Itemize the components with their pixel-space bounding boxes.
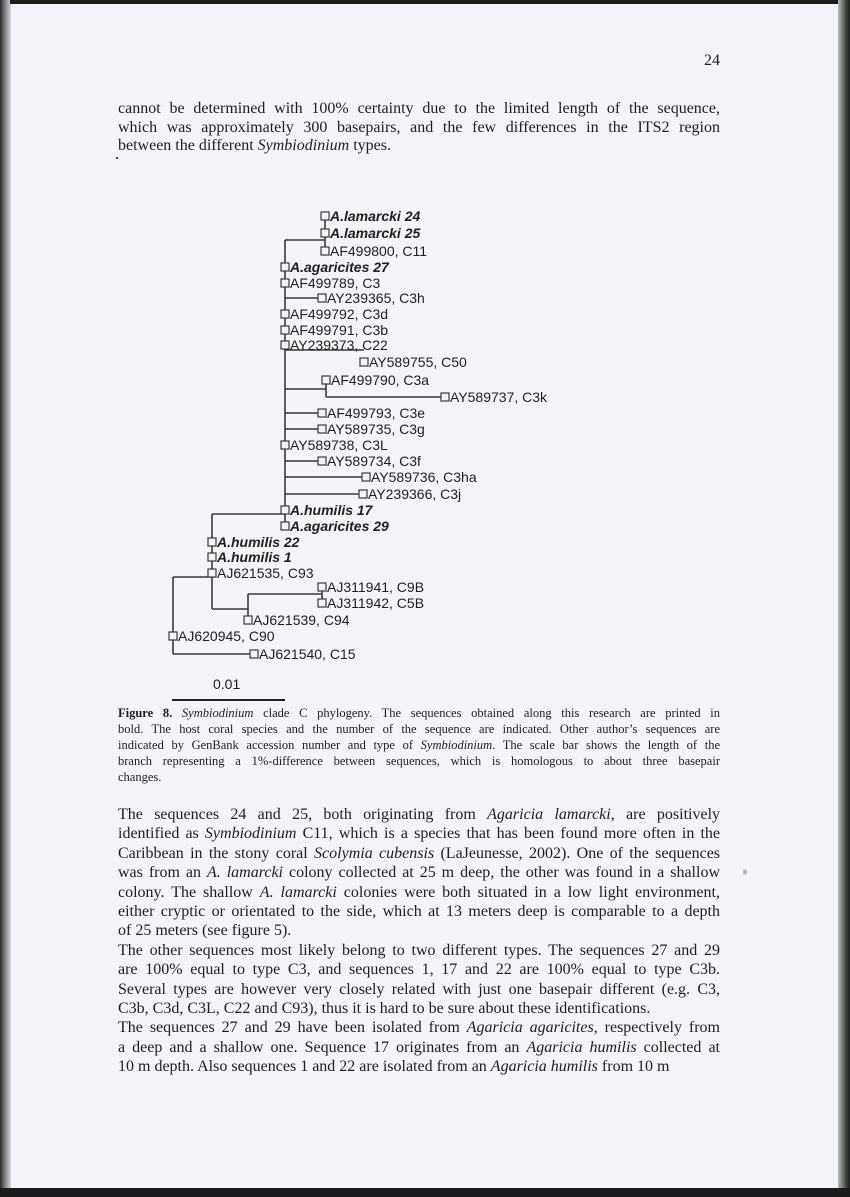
tree-leaf-label: A.humilis 17 <box>290 502 373 518</box>
tree-leaf-label: A.agaricites 27 <box>290 259 389 275</box>
node-box-icon <box>318 599 326 607</box>
node-box-icon <box>281 310 289 318</box>
body-line: either cryptic or orientated to the side, which at 13 meters deep is comparable to a depth <box>118 903 720 921</box>
node-box-icon <box>281 341 289 349</box>
scale-bar <box>172 699 285 701</box>
node-box-icon <box>281 522 289 530</box>
tree-leaf-label: AY589736, C3ha <box>371 469 477 485</box>
tree-leaf-label: AY589737, C3k <box>450 389 548 405</box>
node-box-icon <box>208 553 216 561</box>
node-box-icon <box>362 473 370 481</box>
tree-leaf <box>362 469 477 485</box>
node-box-icon <box>321 229 329 237</box>
body-line: The sequences 24 and 25, both originating from Agaricia lamarcki, are positively <box>118 806 721 823</box>
tree-leaf-label: AY589735, C3g <box>327 421 425 437</box>
node-box-icon <box>281 263 289 271</box>
node-box-icon <box>318 409 326 417</box>
page-smudge <box>742 868 748 876</box>
tree-leaf <box>321 208 420 224</box>
tree-leaf <box>441 389 548 405</box>
node-box-icon <box>250 650 258 658</box>
tree-leaf-label: AF499789, C3 <box>290 275 381 291</box>
tree-leaf-label: AY239365, C3h <box>327 290 425 306</box>
body-line: colony. The shallow A. lamarcki colonies were both situated in a low light environment, <box>118 883 720 901</box>
body-line: Caribbean in the stony coral Scolymia cubensis (LaJeunesse, 2002). One of the sequences <box>118 844 721 862</box>
intro-line: cannot be determined with 100% certainty due to the limited length of the sequence, <box>118 100 720 117</box>
tree-leaf-label: AJ311941, C9B <box>327 579 425 595</box>
node-box-icon <box>318 457 326 465</box>
caption-line: bold. The host coral species and the number of the sequence are indicated. Other author’s sequences are <box>118 722 720 736</box>
tree-leaf <box>322 372 429 388</box>
tree-leaf <box>281 337 388 353</box>
tree-leaf-label: A.humilis 22 <box>217 534 300 550</box>
tree-leaf <box>318 579 424 595</box>
body-line: 10 m depth. Also sequences 1 and 22 are isolated from an Agaricia humilis from 10 m <box>118 1058 670 1076</box>
intro-line: which was approximately 300 basepairs, and the few differences in the ITS2 region <box>118 118 720 136</box>
body-line: Several types are however very closely related with just one basepair different (e.g. C3, <box>118 980 720 998</box>
tree-leaf-label: AY239366, C3j <box>368 486 462 502</box>
tree-leaf <box>281 437 388 453</box>
caption-line: Figure 8. Symbiodinium clade C phylogeny. The sequences obtained along this research are printed in <box>118 706 721 720</box>
tree-leaf-label: AF499793, C3e <box>327 405 426 421</box>
tree-leaf <box>208 565 314 581</box>
tree-leaf-label: AJ621539, C94 <box>253 612 350 628</box>
tree-leaf <box>321 243 427 259</box>
tree-leaf <box>208 549 292 565</box>
node-box-icon <box>244 616 252 624</box>
tree-leaf <box>281 275 380 291</box>
body-line: of 25 meters (see figure 5). <box>118 922 292 940</box>
body-paragraph <box>118 805 720 1077</box>
node-box-icon <box>208 538 216 546</box>
tree-leaf-label: A.lamarcki 24 <box>330 208 421 224</box>
tree-leaf <box>360 354 467 370</box>
body-line: was from an A. lamarcki colony collected at 25 m deep, the other was found in a shallow <box>118 864 720 882</box>
tree-leaf <box>281 518 389 534</box>
tree-leaf-label: A.agaricites 29 <box>290 518 389 534</box>
tree-leaf <box>281 322 388 338</box>
tree-leaf <box>169 628 275 644</box>
node-box-icon <box>281 326 289 334</box>
node-box-icon <box>321 212 329 220</box>
node-box-icon <box>318 583 326 591</box>
body-line: The other sequences most likely belong to two different types. The sequences 27 and 29 <box>118 941 720 959</box>
body-line: C3b, C3d, C3L, C22 and C93), thus it is hard to be sure about these identifications. <box>118 1000 651 1018</box>
node-box-icon <box>441 393 449 401</box>
body-line: a deep and a shallow one. Sequence 17 originates from an Agaricia humilis collected at <box>118 1038 721 1056</box>
node-box-icon <box>281 506 289 514</box>
tree-leaf <box>318 290 425 306</box>
node-box-icon <box>281 279 289 287</box>
tree-leaf-label: AF499790, C3a <box>331 372 430 388</box>
tree-leaf <box>318 595 424 611</box>
node-box-icon <box>322 376 330 384</box>
caption-line: changes. <box>118 770 162 784</box>
node-box-icon <box>281 441 289 449</box>
tree-leaf <box>318 421 425 437</box>
tree-leaf <box>244 612 350 628</box>
tree-leaf <box>321 225 420 241</box>
node-box-icon <box>359 490 367 498</box>
node-box-icon <box>169 632 177 640</box>
tree-leaf-label: AY239373, C22 <box>290 337 388 353</box>
node-box-icon <box>318 294 326 302</box>
tree-leaf <box>281 502 374 518</box>
tree-leaf-label: AY589755, C50 <box>369 354 467 370</box>
page-number: 24 <box>704 52 720 69</box>
node-box-icon <box>360 358 368 366</box>
tree-leaf-label: AF499800, C11 <box>330 243 428 259</box>
tree-leaf-label: A.lamarcki 25 <box>330 225 421 241</box>
tree-leaf-label: AY589734, C3f <box>327 453 421 469</box>
tree-leaf-label: AJ620945, C90 <box>178 628 275 644</box>
tree-leaf <box>281 306 388 322</box>
body-line: identified as Symbiodinium C11, which is a species that has been found more often in the <box>118 825 721 843</box>
tree-leaf <box>359 486 461 502</box>
tree-leaf <box>250 646 356 662</box>
caption-line: branch representing a 1%-difference between sequences, which is homologous to about three basepair <box>118 754 720 768</box>
tree-leaf-label: A.humilis 1 <box>217 549 292 565</box>
tree-leaf <box>208 534 300 550</box>
tree-leaf <box>281 259 390 275</box>
scale-bar-label: 0.01 <box>213 676 241 692</box>
node-box-icon <box>321 247 329 255</box>
tree-leaf <box>318 405 425 421</box>
tree-leaf-label: AF499791, C3b <box>290 322 389 338</box>
intro-line: between the different Symbiodinium types. <box>118 137 391 154</box>
node-box-icon <box>318 425 326 433</box>
tree-leaf-label: AJ621540, C15 <box>259 646 356 662</box>
tree-leaf-label: AJ621535, C93 <box>217 565 314 581</box>
tree-leaf-label: AF499792, C3d <box>290 306 389 322</box>
tree-leaf-label: AY589738, C3L <box>290 437 388 453</box>
body-line: The sequences 27 and 29 have been isolated from Agaricia agaricites, respectively from <box>118 1019 721 1037</box>
body-line: are 100% equal to type C3, and sequences 1, 17 and 22 are 100% equal to type C3b. <box>118 961 720 979</box>
caption-line: indicated by GenBank accession number and type of Symbiodinium. The scale bar shows the length of the <box>118 738 720 752</box>
page-bottom-edge <box>0 1188 850 1197</box>
figure-caption <box>118 705 720 785</box>
tree-leaf-label: AJ311942, C5B <box>327 595 425 611</box>
tree-leaf <box>318 453 421 469</box>
node-box-icon <box>208 569 216 577</box>
